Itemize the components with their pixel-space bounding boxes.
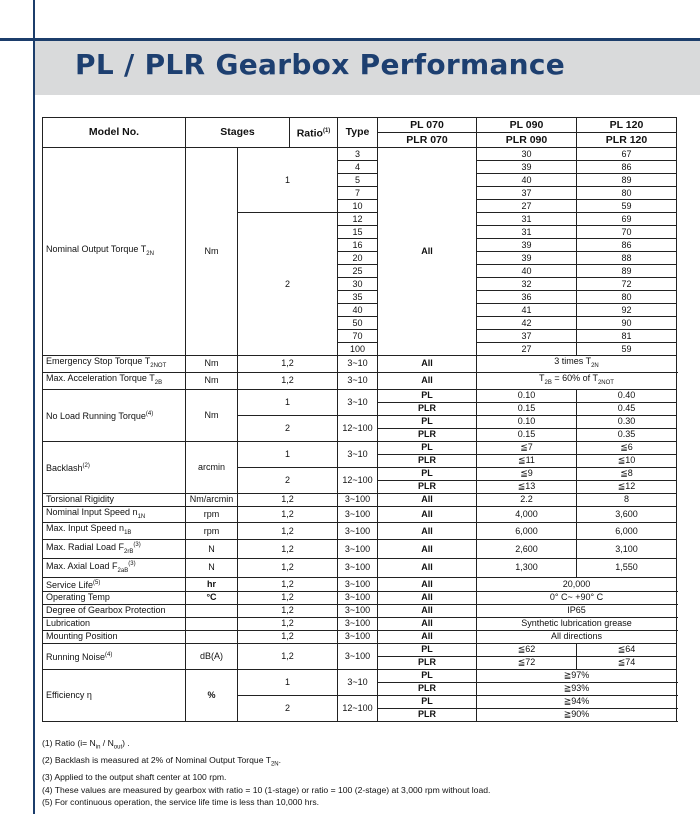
value-090: 89 <box>577 174 677 187</box>
value-090: 0.30 <box>577 415 677 428</box>
value-070: ≦13 <box>477 480 577 493</box>
backlash-label: Backlash$^{(2)}$ <box>43 441 186 493</box>
value-070: 6,000 <box>477 523 577 540</box>
value-070: 4,000 <box>477 506 577 523</box>
ratio-cell: 3~100 <box>338 604 378 617</box>
stages-cell: 1,2 <box>238 617 338 630</box>
stage-2: 2 <box>238 213 338 356</box>
value-090: ≦12 <box>577 480 677 493</box>
stages-cell: 1,2 <box>238 577 338 591</box>
unit-cell: rpm <box>186 506 238 523</box>
footnote-3: (3) Applied to the output shaft center at 100 rpm. <box>42 772 227 783</box>
type-cell: All <box>378 372 477 389</box>
ratio-cell: 3~100 <box>338 617 378 630</box>
value-090: 59 <box>577 200 677 213</box>
type-cell: All <box>378 356 477 373</box>
table-row <box>43 389 677 402</box>
type-cell: PL <box>378 389 477 402</box>
no-load-torque-label: No Load Running Torque$^{(4)}$ <box>43 389 186 441</box>
value-090: 59 <box>577 343 677 356</box>
type-cell: PL <box>378 643 477 656</box>
value-070: ≦7 <box>477 441 577 454</box>
header-plr120: PLR 120 <box>577 133 677 148</box>
unit-cell: °C <box>186 591 238 604</box>
table-row <box>43 558 677 577</box>
ratio-cell: 5 <box>338 174 378 187</box>
value-070: 39 <box>477 161 577 174</box>
footnotes <box>42 737 490 808</box>
merged-value: ≧97% <box>477 669 677 682</box>
ratio-cell: 12~100 <box>338 415 378 441</box>
stages-cell: 1,2 <box>238 523 338 540</box>
value-090: 92 <box>577 304 677 317</box>
stages-cell: 1,2 <box>238 506 338 523</box>
value-070: 30 <box>477 148 577 161</box>
ratio-cell: 10 <box>338 200 378 213</box>
value-090: 72 <box>577 278 677 291</box>
value-090: 70 <box>577 226 677 239</box>
ratio-cell: 3 <box>338 148 378 161</box>
value-090: 0.40 <box>577 389 677 402</box>
value-090: 80 <box>577 291 677 304</box>
value-070: ≦62 <box>477 643 577 656</box>
ratio-cell: 12 <box>338 213 378 226</box>
unit-cell: % <box>186 669 238 721</box>
table-row <box>43 643 677 656</box>
table-row <box>43 630 677 643</box>
spec-label: Torsional Rigidity <box>43 493 186 506</box>
value-070: 27 <box>477 343 577 356</box>
ratio-cell: 20 <box>338 252 378 265</box>
unit-cell: Nm <box>186 356 238 373</box>
unit-cell: Nm/arcmin <box>186 493 238 506</box>
footnote-4: (4) These values are measured by gearbox with ratio = 10 (1-stage) or ratio = 100 (2-stage) at 3,000 rpm without load. <box>42 784 491 795</box>
stage-2: 2 <box>238 695 338 721</box>
ratio-cell: 4 <box>338 161 378 174</box>
value-070: 39 <box>477 252 577 265</box>
type-cell: All <box>378 540 477 559</box>
unit-cell: arcmin <box>186 441 238 493</box>
page-title: PL / PLR Gearbox Performance <box>75 48 566 81</box>
ratio-cell: 25 <box>338 265 378 278</box>
header-pl070: PL 070 <box>378 118 477 133</box>
value-090: ≦64 <box>577 643 677 656</box>
value-090: 90 <box>577 317 677 330</box>
merged-value: 20,000 <box>477 577 677 591</box>
table-row <box>43 669 677 682</box>
value-090: 88 <box>577 252 677 265</box>
value-070: 0.10 <box>477 389 577 402</box>
ratio-cell: 3~10 <box>338 441 378 467</box>
value-090: 3,100 <box>577 540 677 559</box>
header-plr070: PLR 070 <box>378 133 477 148</box>
nominal-torque-label: Nominal Output Torque $T_{2N}$ <box>43 148 186 356</box>
spec-label: Degree of Gearbox Protection <box>43 604 186 617</box>
type-cell: PLR <box>378 480 477 493</box>
merged-value: Synthetic lubrication grease <box>477 617 677 630</box>
unit-cell: N <box>186 558 238 577</box>
value-070: 37 <box>477 330 577 343</box>
value-090: ≦74 <box>577 656 677 669</box>
nominal-torque-unit: Nm <box>186 148 238 356</box>
type-cell: All <box>378 523 477 540</box>
merged-value: ≧93% <box>477 682 677 695</box>
value-090: 80 <box>577 187 677 200</box>
efficiency-label: Efficiency η <box>43 669 186 721</box>
value-070: 41 <box>477 304 577 317</box>
stages-cell: 1,2 <box>238 540 338 559</box>
emergency-stop-label: Emergency Stop Torque $T_{2NOT}$ <box>43 356 186 373</box>
ratio-cell: 3~100 <box>338 643 378 669</box>
stages-cell: 1,2 <box>238 493 338 506</box>
type-cell: All <box>378 630 477 643</box>
value-070: 31 <box>477 213 577 226</box>
merged-value: IP65 <box>477 604 677 617</box>
ratio-cell: 3~10 <box>338 356 378 373</box>
table-row <box>43 604 677 617</box>
value-070: 2.2 <box>477 493 577 506</box>
type-cell: PLR <box>378 708 477 721</box>
type-cell: All <box>378 604 477 617</box>
ratio-cell: 3~100 <box>338 630 378 643</box>
stage-1: 1 <box>238 389 338 415</box>
ratio-cell: 7 <box>338 187 378 200</box>
stages-cell: 1,2 <box>238 630 338 643</box>
value-070: 0.15 <box>477 402 577 415</box>
table-row <box>43 523 677 540</box>
ratio-cell: 3~100 <box>338 493 378 506</box>
merged-value: $T_{2B} = 60\%$ of $T_{2NOT}$ <box>477 372 677 389</box>
type-cell: PLR <box>378 682 477 695</box>
ratio-cell: 3~100 <box>338 540 378 559</box>
footnote-5: (5) For continuous operation, the service life time is less than 10,000 hrs. <box>42 797 320 808</box>
type-cell: PL <box>378 669 477 682</box>
ratio-cell: 3~10 <box>338 372 378 389</box>
stages-cell: 1,2 <box>238 356 338 373</box>
value-070: 36 <box>477 291 577 304</box>
ratio-cell: 3~100 <box>338 523 378 540</box>
max-acceleration-label: Max. Acceleration Torque $T_{2B}$ <box>43 372 186 389</box>
value-070: 37 <box>477 187 577 200</box>
merged-value: 3 times $T_{2N}$ <box>477 356 677 373</box>
footnote-2: (2) Backlash is measured at 2% of Nominal Output Torque $T_{2N}$. <box>42 755 282 768</box>
type-cell: All <box>378 493 477 506</box>
value-070: 1,300 <box>477 558 577 577</box>
running-noise-label: Running Noise$^{(4)}$ <box>43 643 186 669</box>
type-cell: PL <box>378 441 477 454</box>
ratio-cell: 16 <box>338 239 378 252</box>
stage-2: 2 <box>238 415 338 441</box>
ratio-cell: 15 <box>338 226 378 239</box>
merged-value: All directions <box>477 630 677 643</box>
stage-2: 2 <box>238 467 338 493</box>
table-row <box>43 493 677 506</box>
header-plr090: PLR 090 <box>477 133 577 148</box>
spec-label: Service Life$^{(5)}$ <box>43 577 186 591</box>
ratio-cell: 3~100 <box>338 558 378 577</box>
value-090: 69 <box>577 213 677 226</box>
value-070: 27 <box>477 200 577 213</box>
left-rule <box>33 0 35 814</box>
type-cell: PL <box>378 467 477 480</box>
type-cell: PLR <box>378 454 477 467</box>
value-070: 32 <box>477 278 577 291</box>
type-cell: PLR <box>378 656 477 669</box>
ratio-cell: 100 <box>338 343 378 356</box>
value-070: 31 <box>477 226 577 239</box>
value-090: 0.45 <box>577 402 677 415</box>
table-row <box>43 617 677 630</box>
ratio-cell: 3~10 <box>338 669 378 695</box>
unit-cell: Nm <box>186 389 238 441</box>
unit-cell: hr <box>186 577 238 591</box>
spec-label: Max. Input Speed $n_{1B}$ <box>43 523 186 540</box>
value-070: 39 <box>477 239 577 252</box>
stages-cell: 1,2 <box>238 643 338 669</box>
stages-cell: 1,2 <box>238 604 338 617</box>
ratio-cell: 70 <box>338 330 378 343</box>
ratio-cell: 40 <box>338 304 378 317</box>
value-070: 42 <box>477 317 577 330</box>
stages-cell: 1,2 <box>238 558 338 577</box>
header-pl090: PL 090 <box>477 118 577 133</box>
value-070: 2,600 <box>477 540 577 559</box>
value-090: 86 <box>577 161 677 174</box>
stages-cell: 1,2 <box>238 372 338 389</box>
stage-1: 1 <box>238 441 338 467</box>
type-cell: All <box>378 558 477 577</box>
value-070: 40 <box>477 174 577 187</box>
header-model: Model No. <box>43 118 186 148</box>
type-cell: PLR <box>378 402 477 415</box>
spec-label: Nominal Input Speed $n_{1N}$ <box>43 506 186 523</box>
value-090: 6,000 <box>577 523 677 540</box>
table-row <box>43 577 677 591</box>
value-090: ≦10 <box>577 454 677 467</box>
unit-cell <box>186 604 238 617</box>
stage-1: 1 <box>238 669 338 695</box>
header-ratio: Ratio$^{(1)}$ <box>290 118 338 148</box>
type-cell: All <box>378 591 477 604</box>
merged-value: 0° C~ +90° C <box>477 591 677 604</box>
unit-cell: N <box>186 540 238 559</box>
spec-label: Max. Radial Load $F_{2rB}^{(3)}$ <box>43 540 186 559</box>
value-090: 67 <box>577 148 677 161</box>
value-070: 0.15 <box>477 428 577 441</box>
table-row <box>43 356 677 373</box>
value-070: ≦72 <box>477 656 577 669</box>
value-070: 0.10 <box>477 415 577 428</box>
ratio-cell: 50 <box>338 317 378 330</box>
type-cell: PL <box>378 415 477 428</box>
stages-cell: 1,2 <box>238 591 338 604</box>
ratio-cell: 3~100 <box>338 506 378 523</box>
ratio-cell: 30 <box>338 278 378 291</box>
value-090: ≦8 <box>577 467 677 480</box>
value-090: 86 <box>577 239 677 252</box>
value-090: 0.35 <box>577 428 677 441</box>
header-stages: Stages <box>186 118 290 148</box>
type-cell: All <box>378 506 477 523</box>
value-070: 40 <box>477 265 577 278</box>
value-090: 1,550 <box>577 558 677 577</box>
table-row <box>43 441 677 454</box>
ratio-cell: 12~100 <box>338 467 378 493</box>
spec-label: Lubrication <box>43 617 186 630</box>
table-row <box>43 540 677 559</box>
unit-cell: Nm <box>186 372 238 389</box>
value-070: ≦11 <box>477 454 577 467</box>
merged-value: ≧90% <box>477 708 677 721</box>
unit-cell: rpm <box>186 523 238 540</box>
type-cell: All <box>378 577 477 591</box>
ratio-cell: 3~10 <box>338 389 378 415</box>
type-cell: All <box>378 617 477 630</box>
value-090: ≦6 <box>577 441 677 454</box>
value-090: 89 <box>577 265 677 278</box>
header-pl120: PL 120 <box>577 118 677 133</box>
value-090: 81 <box>577 330 677 343</box>
value-070: ≦9 <box>477 467 577 480</box>
ratio-cell: 35 <box>338 291 378 304</box>
type-cell: PL <box>378 695 477 708</box>
type-cell: PLR <box>378 428 477 441</box>
header-type: Type <box>338 118 378 148</box>
table-row <box>43 506 677 523</box>
footnote-1: (1) Ratio $(i= N_{in} / N_{out})$ . <box>42 738 130 751</box>
ratio-cell: 3~100 <box>338 577 378 591</box>
unit-cell <box>186 630 238 643</box>
table-row <box>43 372 677 389</box>
unit-cell: dB(A) <box>186 643 238 669</box>
table-row <box>43 591 677 604</box>
value-090: 3,600 <box>577 506 677 523</box>
performance-table <box>42 117 677 722</box>
unit-cell <box>186 617 238 630</box>
type-cell: All <box>378 148 477 356</box>
value-090: 8 <box>577 493 677 506</box>
ratio-cell: 12~100 <box>338 695 378 721</box>
stage-1: 1 <box>238 148 338 213</box>
spec-label: Max. Axial Load $F_{2aB}^{(3)}$ <box>43 558 186 577</box>
spec-label: Mounting Position <box>43 630 186 643</box>
merged-value: ≧94% <box>477 695 677 708</box>
table-row <box>43 148 677 161</box>
spec-label: Operating Temp <box>43 591 186 604</box>
ratio-cell: 3~100 <box>338 591 378 604</box>
